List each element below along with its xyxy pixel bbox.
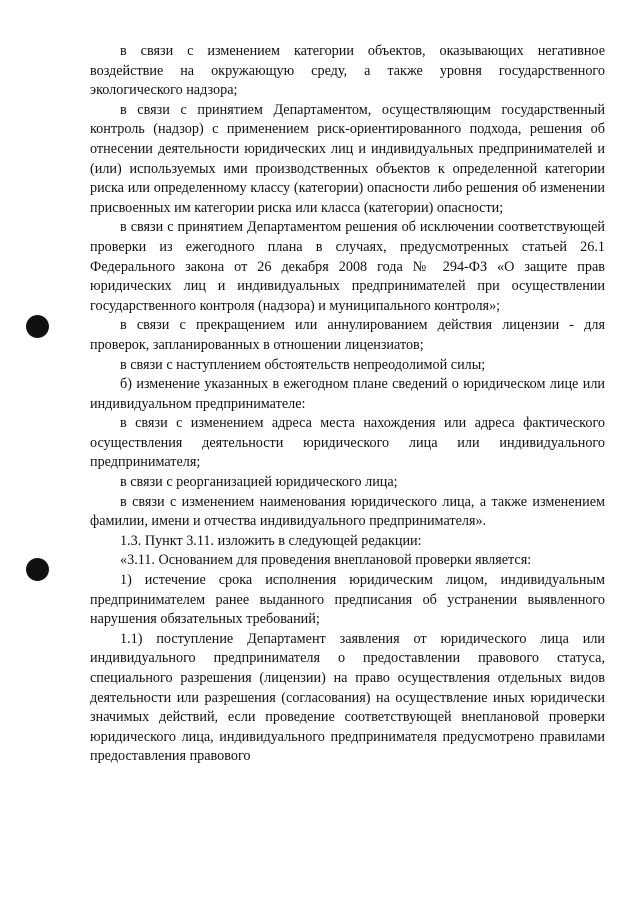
punch-hole-mark <box>26 315 49 338</box>
paragraph: в связи с прекращением или аннулированием действия лицензии - для проверок, запланированных в отношении лицензиатов; <box>90 317 605 353</box>
document-body <box>90 42 605 767</box>
paragraph: в связи с изменением адреса места нахождения или адреса фактического осуществления деятельности юридического лица или индивидуального предпринимателя; <box>90 415 605 471</box>
punch-hole-mark <box>26 558 49 581</box>
paragraph: в связи с принятием Департаментом, осуществляющим государственный контроль (надзор) с применением риск-ориентированного подхода, решения об отнесении деятельности юридических лиц и индивидуальных предпринимателей и (или) используемых ими производственных объектов к определенной категории риска или определенному классу (категории) опасности либо решения об изменении присвоенных им категории риска или класса (категории) опасности; <box>90 101 605 216</box>
paragraph: б) изменение указанных в ежегодном плане сведений о юридическом лице или индивидуальном предпринимателе: <box>90 376 605 412</box>
paragraph: в связи с наступлением обстоятельств непреодолимой силы; <box>120 356 486 373</box>
paragraph: в связи с принятием Департаментом решения об исключении соответствующей проверки из ежегодного плана в случаях, предусмотренных статьей 26.1 Федерального закона от 26 декабря 2008 года № 294-ФЗ «О защите прав юридических лиц и индивидуальных предпринимателей при осуществлении государственного контроля (надзора) и муниципального контроля»; <box>90 219 605 314</box>
paragraph: 1) истечение срока исполнения юридическим лицом, индивидуальным предпринимателем ранее выданного предписания об устранении выявленного нарушения обязательных требований; <box>90 572 605 628</box>
paragraph: в связи с изменением наименования юридического лица, а также изменением фамилии, имени и отчества индивидуального предпринимателя». <box>90 493 605 530</box>
paragraph: в связи с изменением категории объектов, оказывающих негативное воздействие на окружающую среду, а также уровня государственного экологического надзора; <box>90 43 605 99</box>
paragraph: «3.11. Основанием для проведения внеплановой проверки является: <box>120 552 532 569</box>
paragraph: 1.1) поступление Департамент заявления от юридического лица или индивидуального предпринимателя о предоставлении правового статуса, специального разрешения (лицензии) на право осуществления отдельных видов деятельности или разрешения (согласования) на осуществление иных юридически значимых действий, если проведение соответствующей внеплановой проверки юридического лица, индивидуального предпринимателя предусмотрено правилами предоставления правового <box>90 630 605 765</box>
paragraph: 1.3. Пункт 3.11. изложить в следующей редакции: <box>120 532 422 549</box>
paragraph: в связи с реорганизацией юридического лица; <box>120 474 398 491</box>
